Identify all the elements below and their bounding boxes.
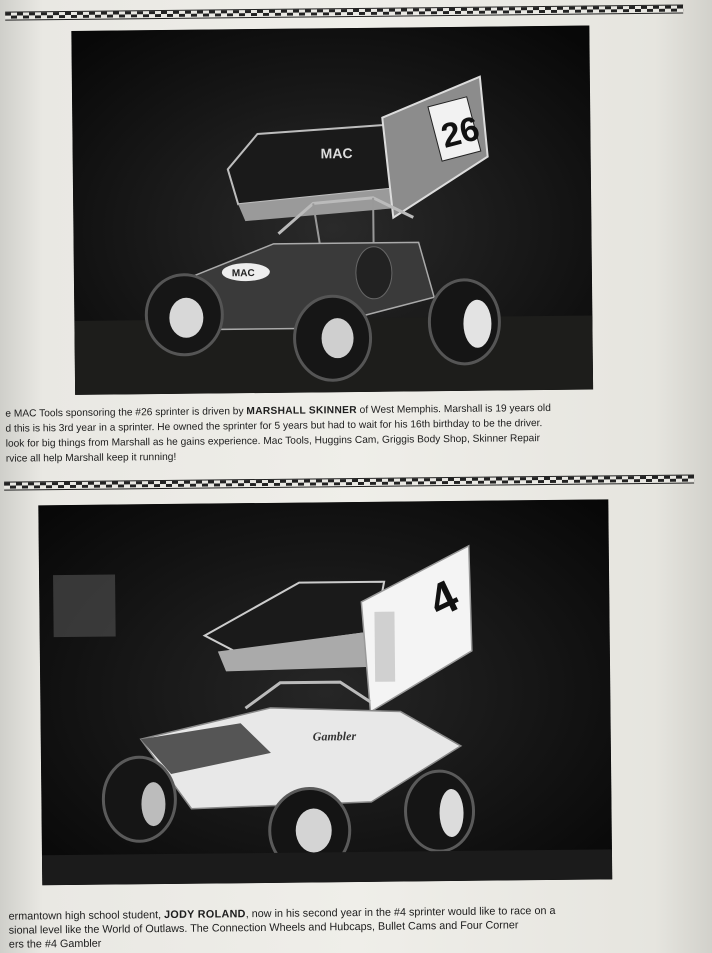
- caption-jody-roland: [9, 902, 712, 951]
- caption2-line2: sional level like the World of Outlaws. The Connection Wheels and Hubcaps, Bullet Cams and Four Corner: [8, 919, 519, 937]
- nose-logo: MAC: [231, 268, 255, 280]
- car-number-26: 26: [437, 109, 484, 156]
- driver-name-marshall: MARSHALL SKINNER: [246, 404, 357, 418]
- side-logo: Gambler: [312, 729, 357, 744]
- caption1-line3: look for big things from Marshall as he gains experience. Mac Tools, Huggins Cam, Griggis Body Shop, Skinner Repair: [5, 433, 541, 450]
- car-number-4: 4: [420, 569, 466, 628]
- caption1-text-a: e MAC Tools sponsoring the #26 sprinter is driven by: [5, 406, 247, 420]
- caption2-text-a: ermantown high school student,: [8, 909, 165, 923]
- caption1-text-b: of West Memphis. Marshall is 19 years old: [356, 402, 551, 416]
- photo-sprinter-4: [38, 499, 612, 885]
- sprinter-4-image: [38, 499, 612, 885]
- top-divider: [5, 5, 683, 21]
- caption1-line4: rvice all help Marshall keep it running!: [5, 451, 177, 465]
- photo-sprinter-26: [71, 26, 593, 395]
- caption2-text-b: , now in his second year in the #4 sprinter would like to race on a: [245, 904, 556, 921]
- driver-name-jody: JODY ROLAND: [163, 908, 246, 922]
- caption1-line2: d this is his 3rd year in a sprinter. He owned the sprinter for 5 years but had to wait for his 16th birthday to be the driver.: [5, 418, 543, 435]
- caption-marshall-skinner: [5, 399, 706, 466]
- wing-logo: MAC: [320, 145, 353, 162]
- sprinter-26-image: [71, 26, 593, 395]
- middle-divider: [4, 474, 694, 490]
- caption2-line3: ers the #4 Gambler: [8, 937, 102, 951]
